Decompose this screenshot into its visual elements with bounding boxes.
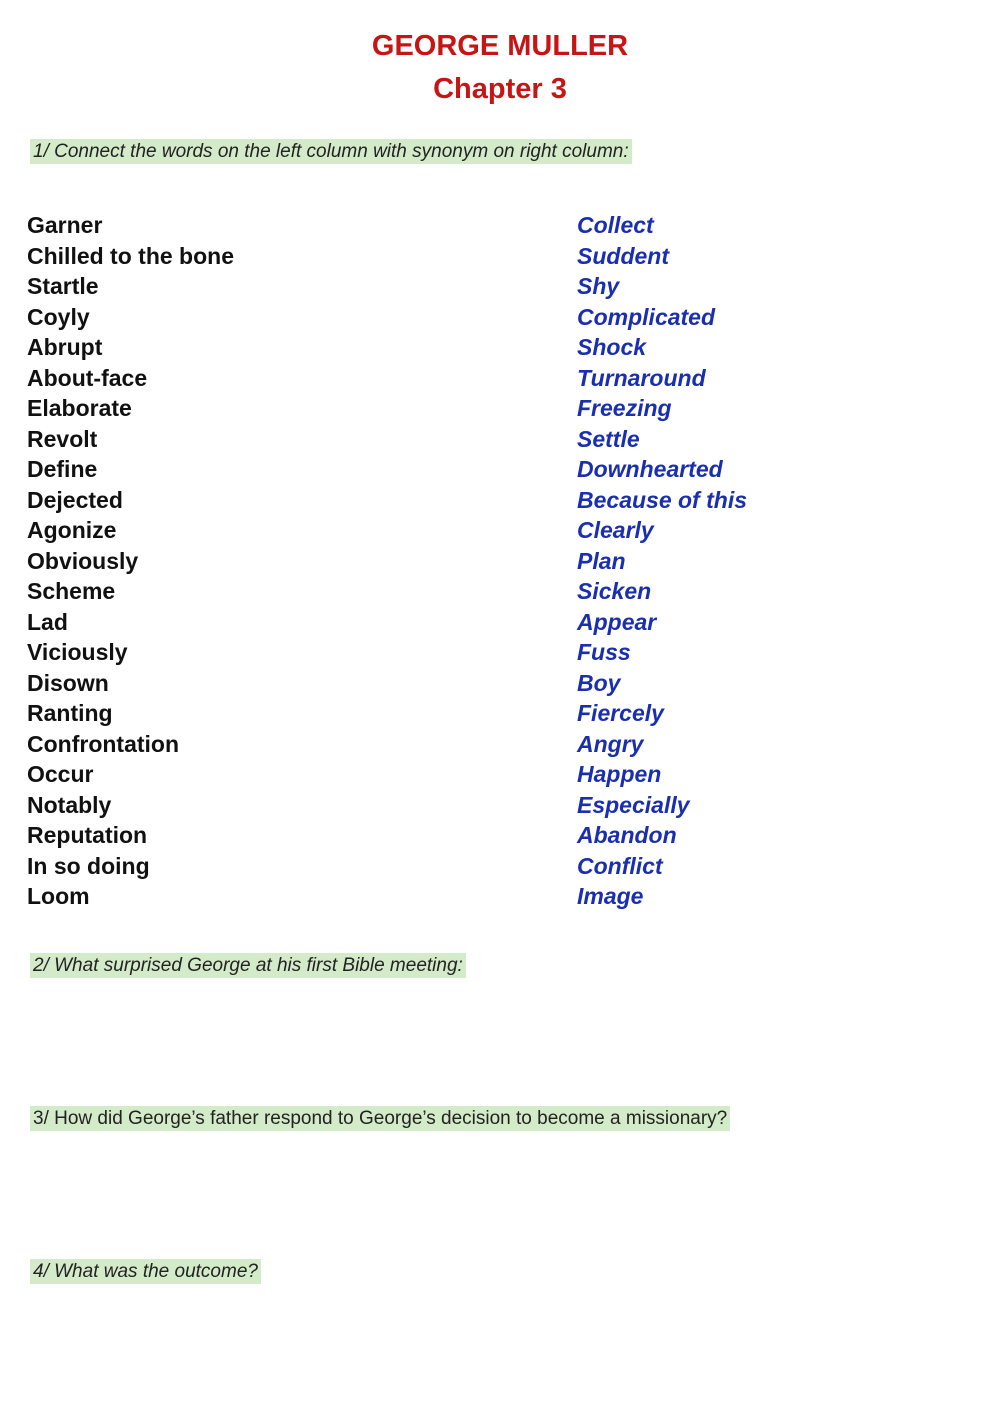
synonym-word: Suddent bbox=[577, 242, 669, 269]
synonym-word: Sicken bbox=[577, 578, 652, 604]
synonym-word: Boy bbox=[577, 669, 621, 696]
synonym-word: Plan bbox=[577, 547, 626, 574]
left-word: Elaborate bbox=[27, 395, 132, 421]
left-word: Startle bbox=[27, 273, 99, 299]
synonym-word: Conflict bbox=[577, 852, 663, 879]
question-1: 1/ Connect the words on the left column with synonym on right column: bbox=[30, 139, 632, 164]
left-word: Coyly bbox=[27, 303, 90, 330]
left-word: Notably bbox=[27, 791, 112, 818]
right-synonym-column bbox=[577, 210, 747, 912]
synonym-word: Turnaround bbox=[577, 364, 706, 391]
page-title: GEORGE MULLER bbox=[371, 30, 629, 62]
left-word: Confrontation bbox=[27, 730, 180, 757]
synonym-word: Freezing bbox=[577, 395, 672, 421]
left-word: Reputation bbox=[27, 822, 148, 848]
synonym-word: Image bbox=[577, 883, 644, 909]
left-word: Revolt bbox=[27, 425, 98, 452]
question-3: 3/ How did George’s father respond to George’s decision to become a missionary? bbox=[30, 1106, 730, 1131]
left-word: Dejected bbox=[27, 486, 123, 513]
left-word: About-face bbox=[27, 364, 148, 391]
synonym-word: Settle bbox=[577, 425, 640, 452]
synonym-word: Complicated bbox=[577, 303, 716, 330]
synonym-word: Downhearted bbox=[577, 456, 723, 482]
left-word: Scheme bbox=[27, 578, 116, 604]
left-word: Obviously bbox=[27, 547, 139, 574]
synonym-word: Collect bbox=[577, 212, 654, 238]
left-word: Agonize bbox=[27, 517, 117, 543]
synonym-word: Clearly bbox=[577, 517, 654, 543]
left-word: Lad bbox=[27, 608, 68, 635]
synonym-word: Happen bbox=[577, 761, 662, 787]
synonym-word: Abandon bbox=[577, 822, 677, 848]
left-word: Loom bbox=[27, 883, 90, 909]
left-word: Disown bbox=[27, 669, 109, 696]
synonym-word: Shock bbox=[577, 334, 647, 360]
left-word-column bbox=[27, 210, 234, 912]
left-word: Viciously bbox=[27, 639, 128, 665]
synonym-word: Because of this bbox=[577, 486, 747, 513]
question-2: 2/ What surprised George at his first Bible meeting: bbox=[30, 953, 466, 978]
synonym-word: Appear bbox=[577, 608, 657, 635]
left-word: Chilled to the bone bbox=[27, 242, 234, 269]
left-word: Abrupt bbox=[27, 334, 103, 360]
left-word: Ranting bbox=[27, 700, 113, 726]
left-word: In so doing bbox=[27, 852, 150, 879]
synonym-word: Fuss bbox=[577, 639, 631, 665]
chapter-subtitle: Chapter 3 bbox=[433, 73, 567, 105]
question-4: 4/ What was the outcome? bbox=[30, 1259, 261, 1284]
synonym-word: Fiercely bbox=[577, 700, 664, 726]
left-word: Garner bbox=[27, 212, 103, 238]
synonym-word: Shy bbox=[577, 273, 620, 299]
left-word: Occur bbox=[27, 761, 94, 787]
synonym-word: Especially bbox=[577, 791, 690, 818]
left-word: Define bbox=[27, 456, 98, 482]
synonym-word: Angry bbox=[577, 730, 644, 757]
